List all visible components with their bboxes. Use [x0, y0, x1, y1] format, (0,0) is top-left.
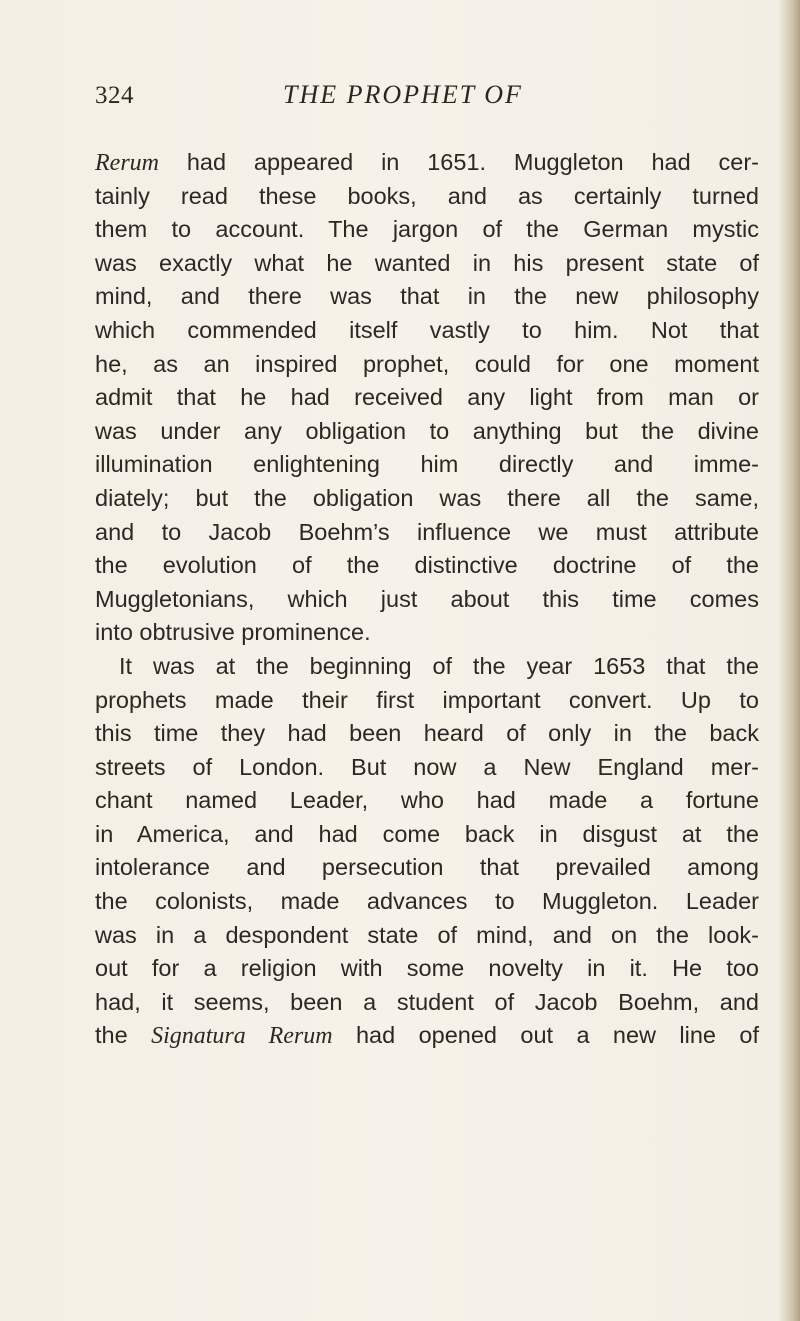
text-line: mind, and there was that in the new philosophy [95, 283, 759, 310]
text-line: them to account. The jargon of the German mystic [95, 216, 759, 243]
text-line: out for a religion with some novelty in it. He too [95, 955, 759, 982]
italic-term: Rerum [95, 150, 159, 176]
page-edge-shadow [778, 0, 800, 1321]
text-line: Muggletonians, which just about this time comes [95, 585, 759, 612]
text-line: into obtrusive prominence. [95, 619, 371, 646]
text-line: the colonists, made advances to Muggleton. Leader [95, 888, 759, 915]
text-line: Rerum had appeared in 1651. Muggleton had cer- [95, 149, 759, 176]
text-line: illumination enlightening him directly and imme- [95, 451, 759, 478]
running-head: THE PROPHET OF [283, 80, 523, 109]
page-header [95, 80, 735, 120]
text-line: intolerance and persecution that prevailed among [95, 854, 759, 881]
italic-title: Signatura Rerum [151, 1023, 333, 1050]
page-number: 324 [95, 82, 134, 109]
text-line: prophets made their first important convert. Up to [95, 686, 759, 713]
text-line: tainly read these books, and as certainly turned [95, 182, 759, 209]
text-line: diately; but the obligation was there all the same, [95, 484, 759, 511]
text-line: had, it seems, been a student of Jacob Boehm, and [95, 988, 759, 1015]
text-line: was exactly what he wanted in his present state of [95, 249, 759, 276]
text-line: the Signatura Rerum had opened out a new line of [95, 1022, 759, 1050]
text-line-paragraph-start: It was at the beginning of the year 1653 that the [119, 652, 759, 679]
text-line: and to Jacob Boehm’s influence we must attribute [95, 518, 759, 545]
text-line: which commended itself vastly to him. Not that [95, 316, 759, 343]
text-line: he, as an inspired prophet, could for one moment [95, 350, 759, 377]
text-line: the evolution of the distinctive doctrine of the [95, 552, 759, 579]
text-line: chant named Leader, who had made a fortune [95, 787, 759, 814]
text-line: admit that he had received any light from man or [95, 384, 759, 411]
text-line: was in a despondent state of mind, and on the look- [95, 921, 759, 948]
body-text [95, 146, 759, 1053]
text-line: streets of London. But now a New England mer- [95, 753, 759, 780]
text-line: was under any obligation to anything but the divine [95, 417, 759, 444]
text-line: this time they had been heard of only in the back [95, 720, 759, 747]
text-line: in America, and had come back in disgust at the [95, 820, 759, 847]
